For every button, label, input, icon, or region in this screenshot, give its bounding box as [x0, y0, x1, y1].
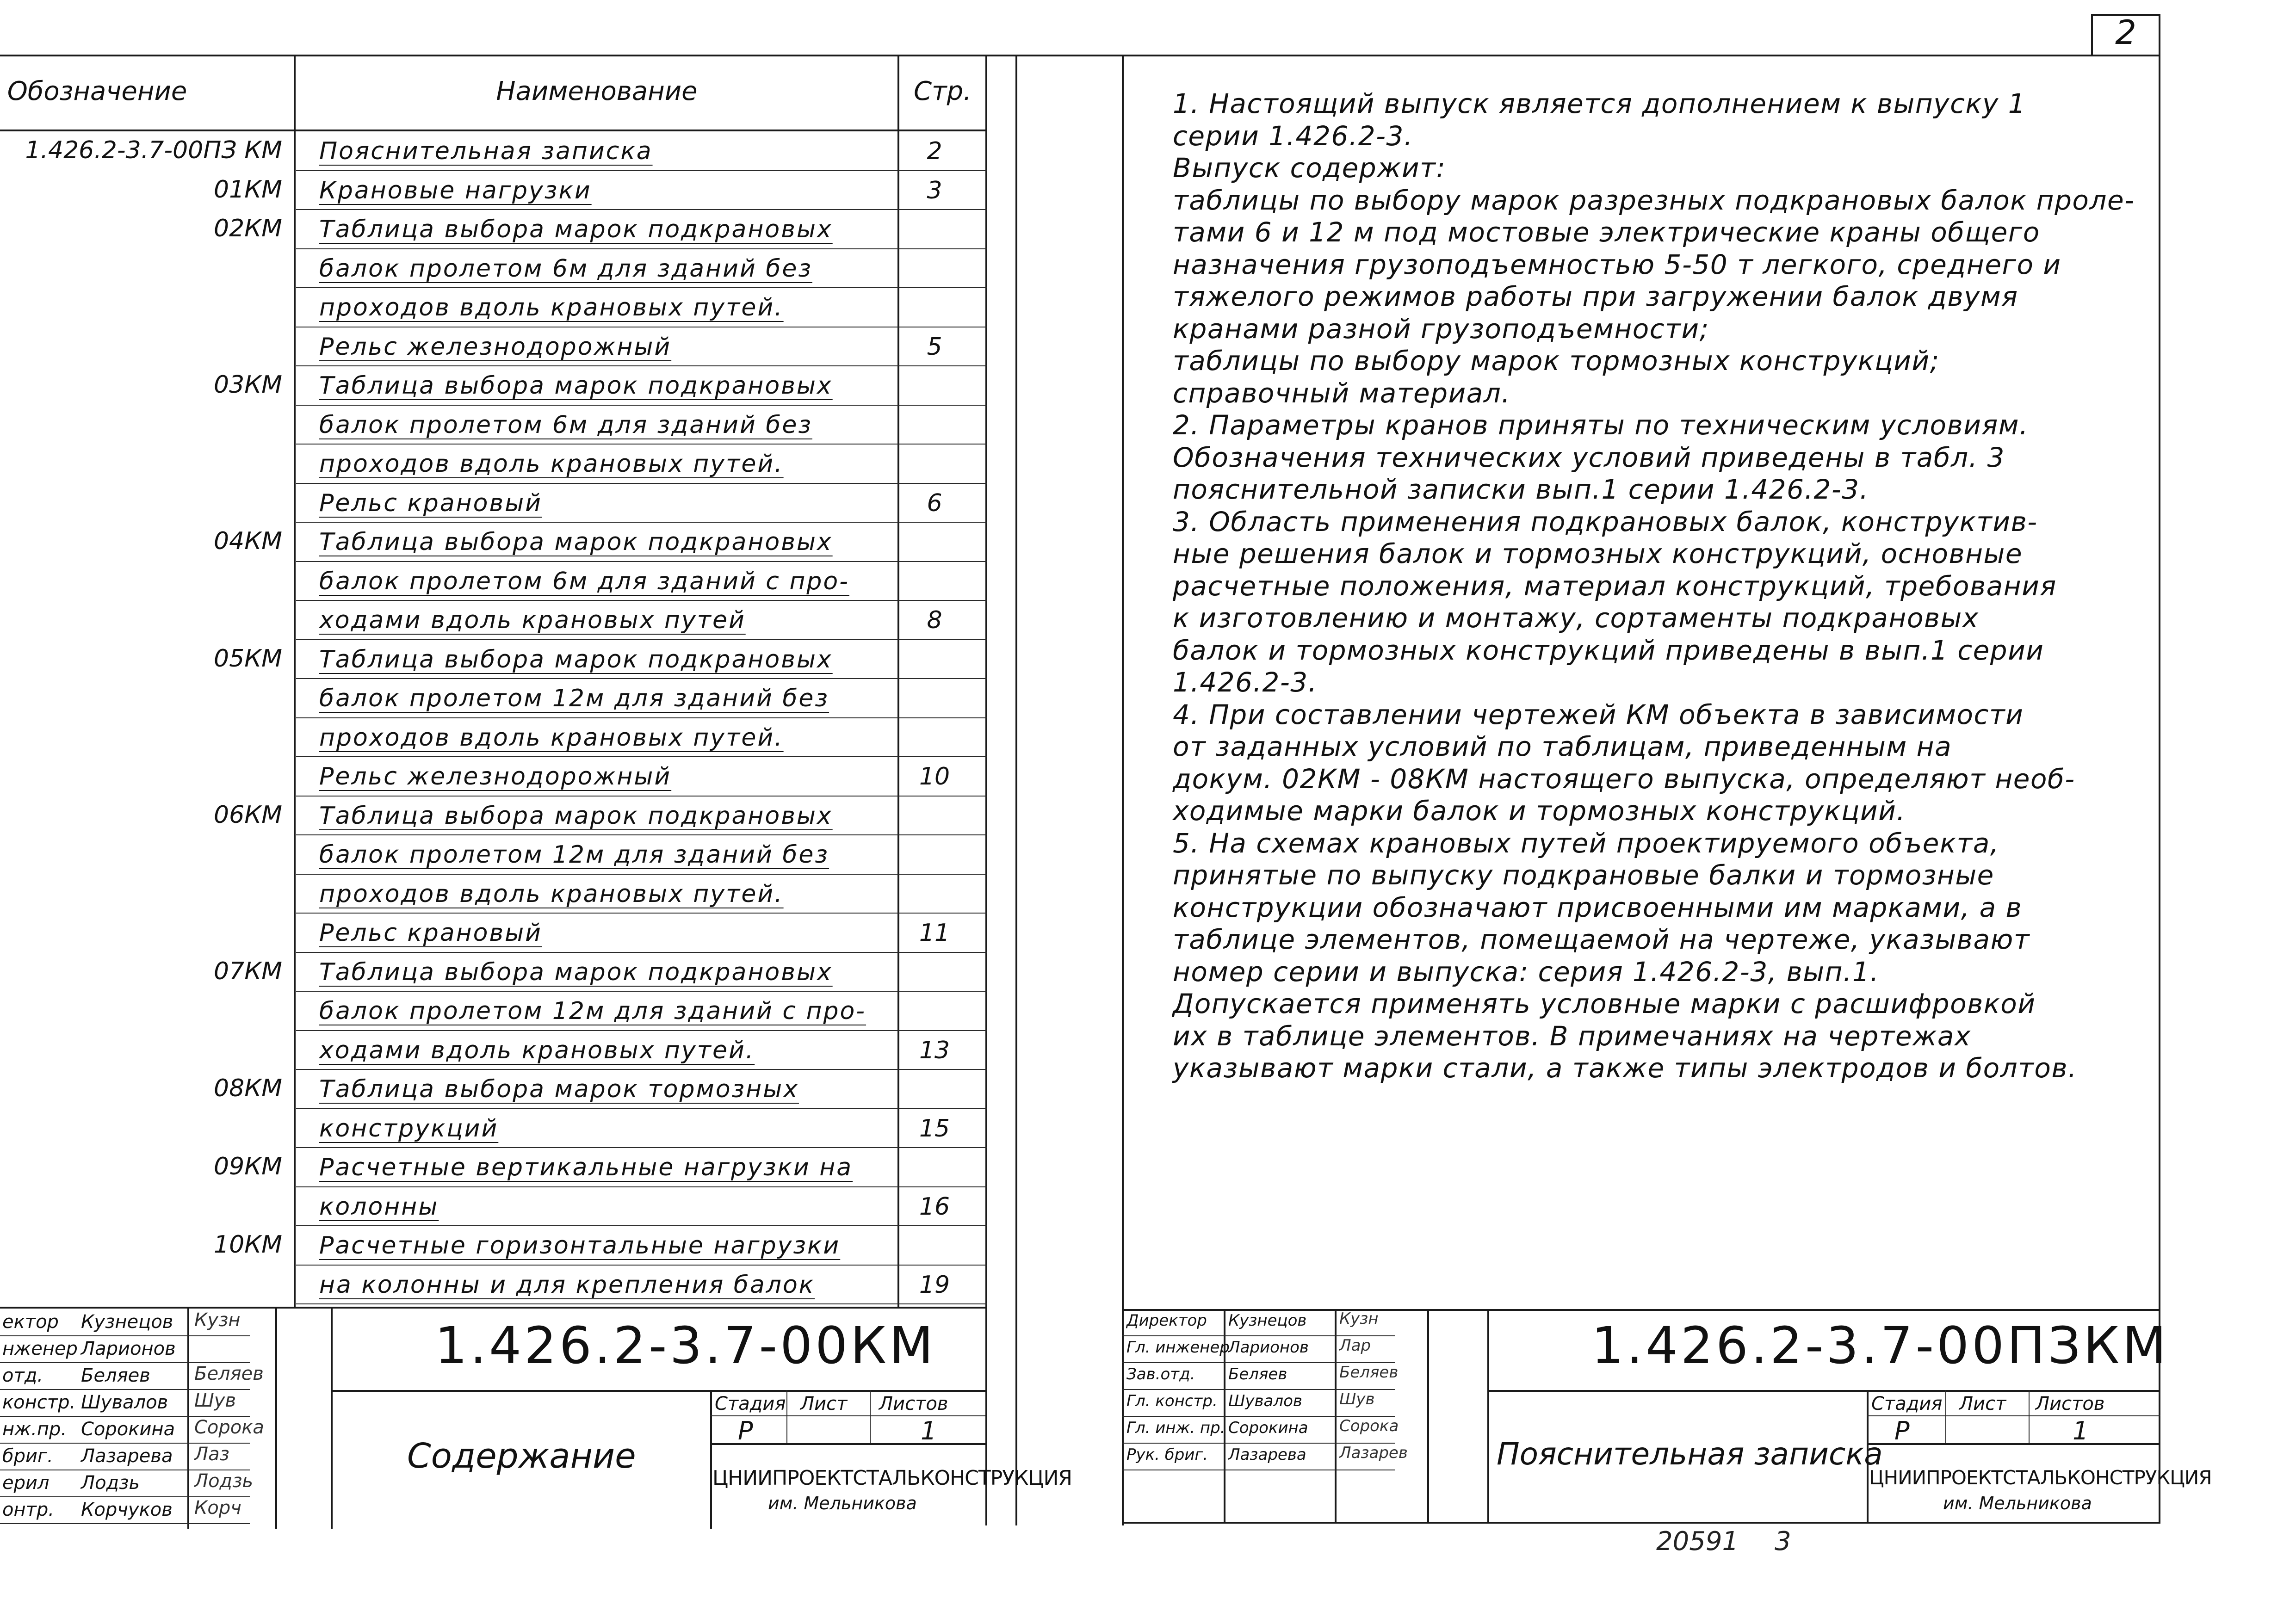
- row-name: балок пролетом 6м для зданий без: [319, 254, 812, 283]
- signature: Сорока: [1339, 1417, 1399, 1435]
- tbl-stage-div1: [786, 1390, 787, 1443]
- signer-name: Кузнецов: [81, 1311, 173, 1333]
- row-page: 10: [919, 763, 950, 790]
- note-line: 5. На схемах крановых путей проектируемого объекта,: [1173, 827, 1999, 859]
- row-page: 11: [919, 919, 950, 947]
- signature: Корч: [194, 1497, 241, 1519]
- stamp-number: 20591: [1656, 1526, 1739, 1556]
- row-name: Пояснительная записка: [319, 137, 653, 165]
- row-line: [296, 834, 987, 835]
- signer-role: Рук. бриг.: [1126, 1445, 1208, 1464]
- row-page: 16: [919, 1192, 950, 1221]
- note-line: 1.426.2-3.: [1173, 667, 1318, 698]
- signature: Кузн: [194, 1309, 241, 1331]
- note-line: таблице элементов, помещаемой на чертеже, указывают: [1173, 924, 2030, 955]
- tbr-sheets: 1: [2073, 1416, 2089, 1445]
- table-bottom-line: [0, 1307, 987, 1309]
- note-line: серии 1.426.2-3.: [1173, 120, 1413, 152]
- tbl-org-sub: им. Мельникова: [768, 1493, 917, 1513]
- inventory-stamp: [1656, 1526, 1791, 1556]
- row-name: балок пролетом 12м для зданий без: [319, 841, 829, 869]
- tbr-stage: Р: [1894, 1416, 1910, 1445]
- signature: Беляев: [194, 1363, 264, 1384]
- tbr-stage-div1: [1945, 1390, 1946, 1443]
- tbl-stage-div2: [870, 1390, 871, 1443]
- tbr-stage-header-line: [1867, 1415, 2160, 1416]
- signer-role: Гл. констр.: [1126, 1392, 1218, 1410]
- signer-name: Лодзь: [81, 1472, 140, 1494]
- row-line: [296, 639, 987, 640]
- row-line: [296, 365, 987, 366]
- row-line: [296, 1069, 987, 1070]
- sheet-number-box-left: [2091, 14, 2093, 56]
- tbr-col-c: [1427, 1309, 1429, 1522]
- note-line: от заданных условий по таблицам, приведенным на: [1173, 731, 1952, 762]
- row-line: [296, 561, 987, 562]
- row-code: 03КМ: [214, 371, 282, 399]
- note-line: 2. Параметры кранов приняты по техническим условиям.: [1173, 409, 2029, 441]
- signer-role: ектор: [2, 1311, 59, 1333]
- row-line: [296, 913, 987, 914]
- signer-row-line: [0, 1523, 250, 1524]
- signer-role: нж.пр.: [2, 1419, 67, 1440]
- row-page: 6: [927, 489, 942, 517]
- row-line: [296, 1030, 987, 1031]
- row-page: 5: [927, 333, 942, 361]
- note-line: Обозначения технических условий приведены в табл. 3: [1173, 441, 2005, 473]
- row-line: [296, 717, 987, 718]
- sheet-number: 2: [2115, 13, 2136, 52]
- row-line: [296, 756, 987, 757]
- signer-name: Кузнецов: [1228, 1311, 1307, 1330]
- signature: Шув: [194, 1390, 236, 1411]
- row-name: проходов вдоль крановых путей.: [319, 294, 784, 321]
- tbr-org-sub: им. Мельникова: [1943, 1493, 2092, 1513]
- note-line: тами 6 и 12 м под мостовые электрические краны общего: [1173, 216, 2040, 248]
- signature: Лазарев: [1339, 1444, 1408, 1462]
- row-name: проходов вдоль крановых путей.: [319, 723, 784, 752]
- note-line: Выпуск содержит:: [1173, 152, 1446, 184]
- tbr-col-d: [1487, 1309, 1489, 1522]
- signer-name: Беляев: [81, 1365, 150, 1386]
- signer-role: Гл. инж. пр.: [1126, 1419, 1225, 1437]
- tbl-sheet-label: Лист: [800, 1393, 848, 1414]
- row-line: [296, 874, 987, 875]
- tbl-col-b: [275, 1307, 277, 1529]
- row-line: [296, 287, 987, 288]
- header-bottom-line: [0, 130, 987, 131]
- tbr-title: Пояснительная записка: [1497, 1436, 1883, 1472]
- tbr-sheets-label: Листов: [2036, 1393, 2105, 1414]
- tbl-code-bottom: [331, 1390, 985, 1392]
- note-line: таблицы по выбору марок тормозных конструкций;: [1173, 345, 1940, 377]
- signer-name: Сорокина: [1228, 1419, 1308, 1437]
- tbr-sheet-label: Лист: [1959, 1393, 2006, 1414]
- row-line: [296, 678, 987, 679]
- tbr-stage-div2: [2029, 1390, 2030, 1443]
- signer-name: Лазарева: [81, 1445, 173, 1467]
- row-page: 19: [919, 1271, 950, 1299]
- signer-role: ерил: [2, 1472, 50, 1494]
- row-code: 06КМ: [214, 801, 282, 829]
- row-line: [296, 1303, 987, 1304]
- signer-name: Шувалов: [1228, 1392, 1302, 1410]
- row-name: Таблица выбора марок подкрановых: [319, 372, 833, 400]
- row-name: балок пролетом 6м для зданий с про-: [319, 567, 849, 595]
- signer-name: Корчуков: [81, 1499, 173, 1520]
- note-line: их в таблице элементов. В примечаниях на чертежах: [1173, 1020, 1971, 1052]
- note-line: назначения грузоподъемностью 5-50 т легкого, среднего и: [1173, 248, 2061, 280]
- row-code: 1.426.2-3.7-00ПЗ КМ: [25, 136, 282, 164]
- frame-right-line: [2159, 14, 2160, 1522]
- row-code: 09КМ: [214, 1153, 282, 1180]
- row-name: Таблица выбора марок подкрановых: [319, 802, 833, 830]
- tbr-bottom: [1122, 1522, 2160, 1524]
- header-page: Стр.: [913, 76, 972, 106]
- row-name: проходов вдоль крановых путей.: [319, 880, 784, 908]
- row-code: 05КМ: [214, 644, 282, 673]
- row-name: Рельс крановый: [319, 919, 542, 947]
- row-name: на колонны и для крепления балок: [319, 1271, 815, 1299]
- tbr-code: 1.426.2-3.7-00ПЗКМ: [1591, 1316, 2169, 1375]
- row-page: 3: [927, 176, 942, 204]
- note-line: к изготовлению и монтажу, сортаменты подкрановых: [1173, 602, 1979, 634]
- signer-role: констр.: [2, 1392, 76, 1413]
- row-code: 01КМ: [214, 175, 282, 204]
- row-line: [296, 1147, 987, 1148]
- explanatory-notes: [1173, 88, 2135, 1085]
- tbr-stage-label: Стадия: [1871, 1393, 1943, 1414]
- sheet-divider-left: [985, 55, 987, 1525]
- note-line: таблицы по выбору марок разрезных подкрановых балок проле-: [1173, 184, 2135, 216]
- note-line: справочный материал.: [1173, 377, 1511, 409]
- row-name: Таблица выбора марок подкрановых: [319, 528, 833, 556]
- row-code: 07КМ: [214, 957, 282, 985]
- row-line: [296, 248, 987, 249]
- signer-role: онтр.: [2, 1499, 55, 1520]
- row-name: Таблица выбора марок подкрановых: [319, 216, 833, 243]
- signature: Лаз: [194, 1444, 229, 1465]
- row-name: проходов вдоль крановых путей.: [319, 450, 784, 478]
- note-line: 4. При составлении чертежей КМ объекта в зависимости: [1173, 698, 2024, 730]
- row-name: Расчетные горизонтальные нагрузки: [319, 1232, 841, 1260]
- signer-role: Гл. инженер: [1126, 1338, 1230, 1357]
- tbl-code: 1.426.2-3.7-00КМ: [435, 1316, 936, 1375]
- signer-row-line: [0, 1335, 250, 1336]
- note-line: расчетные положения, материал конструкций, требования: [1173, 570, 2057, 602]
- signature: Шув: [1339, 1390, 1375, 1408]
- note-line: Допускается применять условные марки с расшифровкой: [1173, 988, 2036, 1019]
- row-line: [296, 991, 987, 992]
- note-line: пояснительной записки вып.1 серии 1.426.2-3.: [1173, 474, 1869, 505]
- tbl-col-c: [331, 1307, 333, 1529]
- tbl-col-a: [187, 1307, 189, 1529]
- note-line: кранами разной грузоподъемности;: [1173, 313, 1709, 345]
- row-page: 8: [927, 606, 942, 634]
- row-name: балок пролетом 6м для зданий без: [319, 411, 812, 439]
- tbr-org: ЦНИИПРОЕКТСТАЛЬКОНСТРУКЦИЯ: [1869, 1466, 2212, 1489]
- signer-role: Зав.отд.: [1126, 1365, 1195, 1383]
- frame-top-line: [0, 55, 2160, 56]
- row-page: 2: [927, 137, 942, 165]
- row-code: 10КМ: [214, 1231, 282, 1259]
- row-line: [296, 796, 987, 797]
- note-line: принятые по выпуску подкрановые балки и тормозные: [1173, 859, 1994, 891]
- row-name: балок пролетом 12м для зданий без: [319, 685, 829, 712]
- row-page: 15: [919, 1114, 950, 1142]
- note-line: ходимые марки балок и тормозных конструкций.: [1173, 795, 1906, 827]
- row-name: Таблица выбора марок подкрановых: [319, 645, 833, 673]
- note-line: балок и тормозных конструкций приведены в вып.1 серии: [1173, 634, 2044, 666]
- row-page: 13: [919, 1036, 950, 1064]
- note-line: тяжелого режимов работы при загружении балок двумя: [1173, 281, 2018, 312]
- note-line: 3. Область применения подкрановых балок, конструктив-: [1173, 506, 2038, 537]
- row-name: Рельс железнодорожный: [319, 333, 672, 361]
- header-code: Обозначение: [7, 76, 187, 106]
- row-line: [296, 209, 987, 210]
- row-line: [296, 1265, 987, 1266]
- row-code: 02КМ: [214, 215, 282, 242]
- tbl-stage-label: Стадия: [715, 1393, 786, 1414]
- note-line: номер серии и выпуска: серия 1.426.2-3, вып.1.: [1173, 956, 1880, 988]
- tbl-title: Содержание: [407, 1436, 636, 1476]
- tbl-org: ЦНИИПРОЕКТСТАЛЬКОНСТРУКЦИЯ: [712, 1466, 1072, 1490]
- row-name: ходами вдоль крановых путей: [319, 606, 746, 634]
- row-name: Рельс крановый: [319, 489, 542, 517]
- row-line: [296, 522, 987, 523]
- row-name: Расчетные вертикальные нагрузки на: [319, 1154, 853, 1181]
- note-line: ные решения балок и тормозных конструкций, основные: [1173, 538, 2023, 569]
- row-line: [296, 600, 987, 601]
- note-line: конструкции обозначают присвоенными им марками, а в: [1173, 891, 2023, 923]
- tbr-col-b: [1335, 1309, 1337, 1522]
- signer-role: Директор: [1126, 1311, 1207, 1330]
- row-name: Таблица выбора марок тормозных: [319, 1075, 799, 1103]
- tbr-top: [1122, 1309, 2160, 1311]
- signer-role: нженер: [2, 1338, 78, 1359]
- signer-name: Ларионов: [81, 1338, 176, 1359]
- signature: Лодзь: [194, 1470, 254, 1492]
- row-name: Таблица выбора марок подкрановых: [319, 958, 833, 986]
- signature: Кузн: [1339, 1309, 1379, 1328]
- signature: Сорока: [194, 1417, 264, 1438]
- signer-name: Сорокина: [81, 1419, 175, 1440]
- signature: Лар: [1339, 1336, 1371, 1355]
- row-code: 08КМ: [214, 1074, 282, 1102]
- row-line: [296, 444, 987, 445]
- tbr-code-bottom: [1487, 1390, 2160, 1392]
- row-name: балок пролетом 12м для зданий с про-: [319, 997, 866, 1025]
- signer-name: Беляев: [1228, 1365, 1287, 1383]
- col-line-1: [294, 55, 296, 1308]
- signer-role: бриг.: [2, 1445, 53, 1467]
- signer-name: Шувалов: [81, 1392, 168, 1413]
- tbr-stage-bottom: [1867, 1443, 2160, 1445]
- signer-name: Ларионов: [1228, 1338, 1309, 1357]
- signer-name: Лазарева: [1228, 1445, 1306, 1464]
- row-line: [296, 170, 987, 171]
- note-line: указывают марки стали, а также типы электродов и болтов.: [1173, 1052, 2078, 1084]
- header-name: Наименование: [496, 76, 698, 106]
- notes-frame-left: [1122, 55, 1124, 1525]
- col-line-2: [897, 55, 899, 1308]
- signer-role: отд.: [2, 1365, 43, 1386]
- row-name: ходами вдоль крановых путей.: [319, 1036, 755, 1064]
- row-line: [296, 405, 987, 406]
- row-line: [296, 952, 987, 953]
- tbl-info-left: [710, 1390, 712, 1529]
- signature: Беляев: [1339, 1363, 1399, 1382]
- tbl-sheets: 1: [921, 1416, 937, 1445]
- row-line: [296, 1108, 987, 1109]
- row-name: Крановые нагрузки: [319, 176, 592, 204]
- sheet-divider-mid: [1015, 55, 1017, 1525]
- row-name: Рельс железнодорожный: [319, 763, 672, 790]
- row-code: 04КМ: [214, 527, 282, 555]
- row-line: [296, 1225, 987, 1226]
- note-line: докум. 02КМ - 08КМ настоящего выпуска, определяют необ-: [1173, 763, 2075, 795]
- row-line: [296, 483, 987, 484]
- row-name: конструкций: [319, 1114, 499, 1142]
- note-line: 1. Настоящий выпуск является дополнением к выпуску 1: [1173, 88, 2026, 119]
- tbl-stage: Р: [738, 1416, 753, 1445]
- stamp-suffix: 3: [1774, 1526, 1791, 1556]
- row-name: колонны: [319, 1192, 439, 1221]
- tbl-sheets-label: Листов: [879, 1393, 948, 1414]
- row-line: [296, 1186, 987, 1187]
